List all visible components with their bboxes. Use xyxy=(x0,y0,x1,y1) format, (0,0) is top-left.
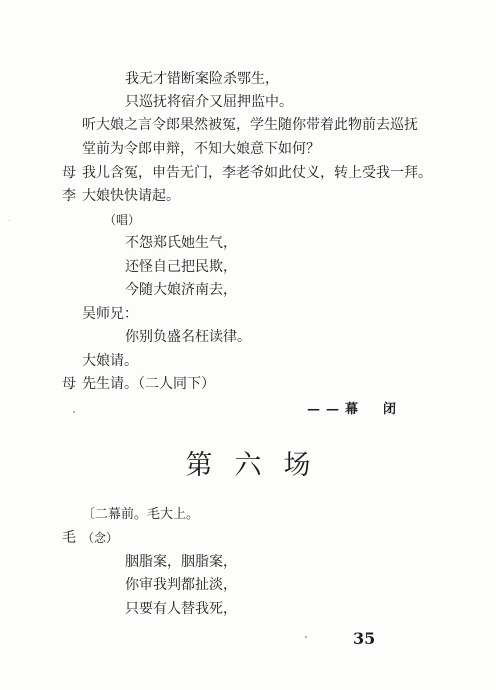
prose-line-2: 堂前为令郎申辩，不知大娘意下如何？ xyxy=(82,141,320,157)
dialogue-line-li: 大娘快快请起。 xyxy=(82,188,180,204)
address-line: 吴师兄： xyxy=(82,306,138,322)
scene-title: 第六场 xyxy=(185,450,333,481)
dialogue-line-mu: 我儿含冤，申告无门，李老爷如此仗义，转上受我一拜。 xyxy=(82,165,432,181)
dialogue-line-exit: 先生请。（二人同下） xyxy=(82,376,215,392)
dialogue-line-invite: 大娘请。 xyxy=(82,353,138,369)
verse-line-8: 你审我判都扯淡， xyxy=(125,577,237,593)
scan-speck xyxy=(305,636,307,638)
verse-line-1: 我无才错断案险杀鄂生， xyxy=(125,71,279,87)
verse-line-9: 只要有人替我死， xyxy=(125,601,237,617)
speaker-mu: 母 xyxy=(62,165,76,181)
verse-line-2: 只巡抚将宿介又屈押监中。 xyxy=(125,94,293,110)
prose-line-1: 听大娘之言令郎果然被冤，学生随你带着此物前去巡抚 xyxy=(82,117,418,133)
stage-direction-enter: 〔二幕前。毛大上。 xyxy=(82,507,200,522)
scan-speck xyxy=(9,220,10,221)
verse-line-4: 还怪自己把民欺， xyxy=(125,259,237,275)
stage-direction-sing: （唱） xyxy=(104,213,141,227)
verse-line-6: 你别负盛名枉读律。 xyxy=(125,329,251,345)
verse-line-7: 胭脂案，胭脂案， xyxy=(125,554,237,570)
speaker-li: 李 xyxy=(62,188,76,204)
stage-direction-recite: （念） xyxy=(82,531,119,545)
curtain-close-direction: ——幕 闭 xyxy=(306,402,402,417)
scan-speck xyxy=(73,411,75,413)
verse-line-5: 今随大娘济南去， xyxy=(125,282,237,298)
verse-line-3: 不怨郑氏她生气， xyxy=(125,235,237,251)
speaker-mu-2: 母 xyxy=(62,376,76,392)
speaker-mao: 毛 xyxy=(62,530,76,546)
page-number: 35 xyxy=(353,629,376,648)
